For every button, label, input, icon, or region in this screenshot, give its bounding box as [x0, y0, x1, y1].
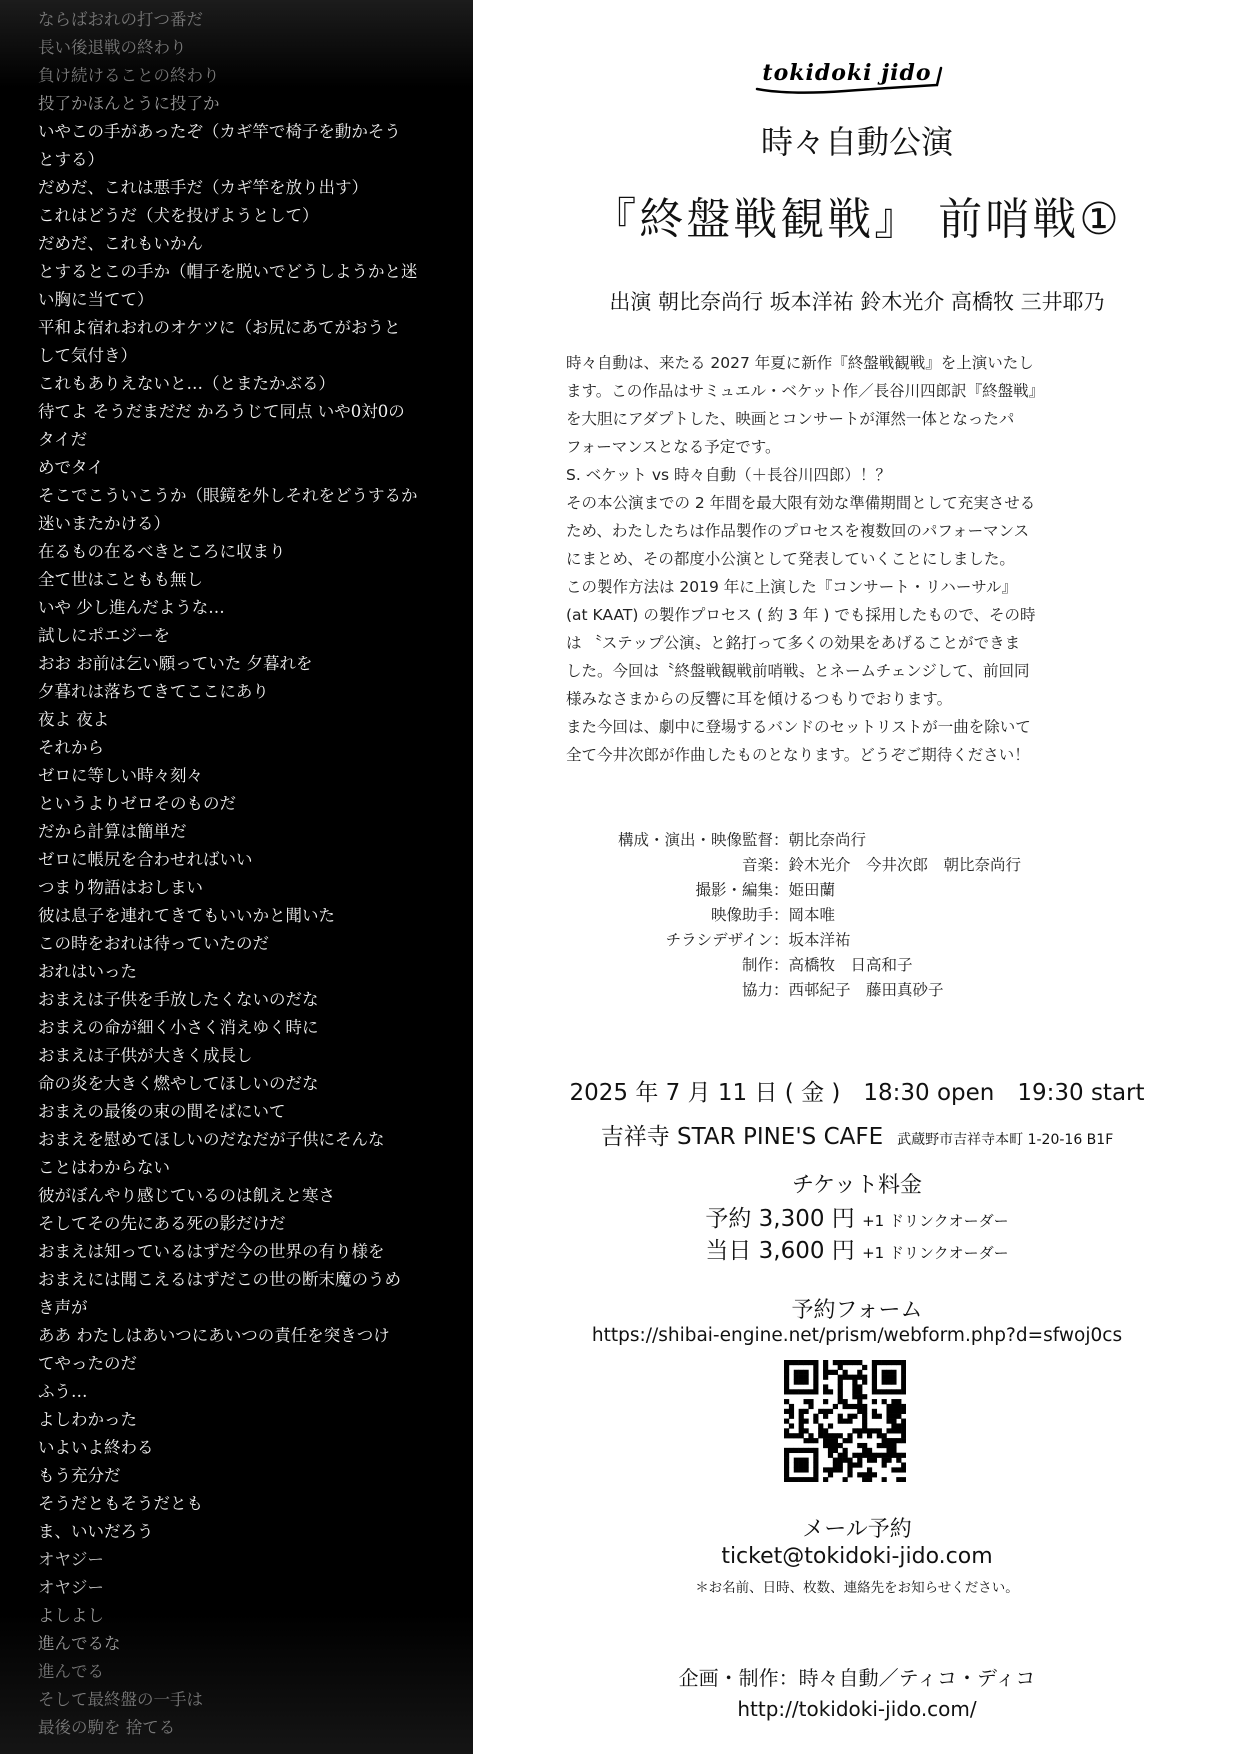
- poem-line: 彼は息子を連れてきてもいいかと聞いた: [38, 906, 335, 925]
- description-line: この製作方法は 2019 年に上演した『コンサート・リハーサル』: [566, 578, 1018, 596]
- poem-line: 進んでる: [38, 1662, 104, 1681]
- credit-line: [473, 878, 1241, 903]
- description-line: は 〝ステップ公演〟と銘打って多くの効果をあげることができま: [566, 634, 1021, 652]
- poem-line: そしてその先にある死の影だけだ: [38, 1214, 286, 1233]
- description-line: その本公演までの 2 年間を最大限有効な準備期間として充実させる: [566, 494, 1036, 512]
- description-line: S. ベケット vs 時々自動（＋長谷川四郎）！？: [566, 466, 892, 484]
- poem-line: これはどうだ（犬を投げようとして）: [38, 206, 319, 225]
- credit-text: 撮影・編集：姫田蘭: [695, 881, 835, 899]
- ticket-door-drink: +1 ドリンクオーダー: [862, 1244, 1009, 1262]
- ticket-door-price: 当日 3,600 円: [705, 1238, 855, 1264]
- poem-line: おまえは知っているはずだ今の世界の有り様を: [38, 1242, 385, 1261]
- poem-line: この時をおれは待っていたのだ: [38, 934, 269, 953]
- venue-address: 武蔵野市吉祥寺本町 1-20-16 B1F: [897, 1132, 1114, 1148]
- poem-line: だめだ、これもいかん: [38, 234, 203, 253]
- poem-panel: [0, 0, 473, 1754]
- description-line: フォーマンスとなる予定です。: [566, 438, 781, 456]
- form-url-link[interactable]: https://shibai-engine.net/prism/webform.php?d=sfwoj0cs: [591, 1325, 1123, 1346]
- poem-line: おまえの命が細く小さく消えゆく時に: [38, 1018, 319, 1037]
- description-line: (at KAAT) の製作プロセス ( 約 3 年 ) でも採用したもので、その時: [566, 606, 1036, 624]
- ticket-advance: [473, 1200, 1241, 1233]
- poem-line: これもありえないと…（とまたかぶる）: [38, 374, 335, 393]
- email-link[interactable]: ticket@tokidoki-jido.com: [721, 1544, 993, 1569]
- flyer-info-panel: [473, 0, 1241, 1754]
- poem-line: 待てよ そうだまだだ かろうじて同点 いや0対0の: [38, 402, 405, 421]
- poem-line: とするとこの手か（帽子を脱いでどうしようかと迷: [38, 262, 418, 281]
- poem-line: おれはいった: [38, 962, 137, 981]
- credit-line: [473, 903, 1241, 928]
- ticket-advance-price: 予約 3,300 円: [705, 1206, 855, 1232]
- poem-line: おお お前は乞い願っていた 夕暮れを: [38, 654, 313, 673]
- description-line: また今回は、劇中に登場するバンドのセットリストが一曲を除いて: [566, 718, 1031, 736]
- poem-line: いや 少し進んだような…: [38, 598, 225, 617]
- poem-line: 在るもの在るべきところに収まり: [38, 542, 286, 561]
- qr-code-icon[interactable]: [784, 1360, 906, 1482]
- poem-line: して気付き）: [38, 346, 137, 365]
- poem-line: てやったのだ: [38, 1354, 137, 1373]
- poem-line: おまえは子供を手放したくないのだな: [38, 990, 319, 1009]
- poem-line: いよいよ終わる: [38, 1438, 154, 1457]
- poem-line: もう充分だ: [38, 1466, 121, 1485]
- description-line: した。今回は〝終盤戦観戦前哨戦〟とネームチェンジして、前回同: [566, 662, 1030, 680]
- credit-line: [473, 928, 1241, 953]
- poem-line: 命の炎を大きく燃やしてほしいのだな: [38, 1074, 319, 1093]
- poem-line: とする）: [38, 150, 104, 169]
- poem-line: 全て世はこともも無し: [38, 570, 203, 589]
- poem-line: おまえは子供が大きく成長し: [38, 1046, 253, 1065]
- poem-line: そこでこういこうか（眼鏡を外しそれをどうするか: [38, 486, 418, 505]
- poem-line: それから: [38, 738, 104, 757]
- poem-line: 迷いまたかける）: [38, 514, 170, 533]
- credit-line: [473, 978, 1241, 1003]
- poem-text: [38, 6, 430, 1742]
- credit-text: 協力：西邨紀子 藤田真砂子: [741, 981, 944, 999]
- poem-line: ま、いいだろう: [38, 1522, 154, 1541]
- cast-list: 出演 朝比奈尚行 坂本洋祐 鈴木光介 高橋牧 三井耶乃: [609, 290, 1105, 314]
- poem-line: おまえの最後の束の間そばにいて: [38, 1102, 286, 1121]
- ticket-advance-drink: +1 ドリンクオーダー: [862, 1212, 1009, 1230]
- description: [566, 349, 1156, 769]
- credit-text: 構成・演出・映像監督：朝比奈尚行: [617, 831, 866, 849]
- poem-line: い胸に当てて）: [38, 290, 154, 309]
- form-heading: 予約フォーム: [791, 1298, 923, 1323]
- poem-line: というよりゼロそのものだ: [38, 794, 236, 813]
- logo-text: tokidoki jido: [762, 60, 932, 86]
- poem-line: おまえには聞こえるはずだこの世の断末魔のうめ: [38, 1270, 401, 1289]
- credit-line: [473, 853, 1241, 878]
- poem-line: そうだともそうだとも: [38, 1494, 203, 1513]
- credit-line: [473, 828, 1241, 853]
- website-link[interactable]: http://tokidoki-jido.com/: [737, 1697, 977, 1721]
- venue-row: [473, 1118, 1241, 1151]
- description-line: を大胆にアダプトした、映画とコンサートが渾然一体となったパ: [566, 410, 1015, 428]
- poem-line: ふう…: [38, 1382, 88, 1401]
- poem-line: タイだ: [38, 430, 88, 449]
- poem-line: だめだ、これは悪手だ（カギ竿を放り出す）: [38, 178, 368, 197]
- organizer-credit: 企画・制作：時々自動／ティコ・ディコ: [678, 1666, 1036, 1690]
- poem-line: そして最終盤の一手は: [38, 1690, 203, 1709]
- show-title: 『終盤戦観戦』 前哨戦①: [592, 194, 1122, 245]
- mail-note: ＊お名前、日時、枚数、連絡先をお知らせください。: [695, 1580, 1019, 1596]
- credit-text: 制作：高橋牧 日高和子: [741, 956, 913, 974]
- event-date: 2025 年 7 月 11 日 ( 金 ) 18:30 open 19:30 start: [569, 1080, 1145, 1106]
- ticket-heading: チケット料金: [791, 1173, 923, 1198]
- credit-text: 映像助手：岡本唯: [710, 906, 835, 924]
- description-line: 全て今井次郎が作曲したものとなります。どうぞご期待ください！: [566, 746, 1030, 764]
- poem-line: 彼がぼんやり感じているのは飢えと寒さ: [38, 1186, 335, 1205]
- poem-line: 平和よ宿れおれのオケツに（お尻にあてがおうと: [38, 318, 401, 337]
- company-subtitle: 時々自動公演: [760, 123, 953, 161]
- description-line: ため、わたしたちは作品製作のプロセスを複数回のパフォーマンス: [566, 522, 1030, 540]
- poem-line: 負け続けることの終わり: [38, 66, 220, 85]
- poem-line: 進んでるな: [38, 1634, 121, 1653]
- poem-line: いやこの手があったぞ（カギ竿で椅子を動かそう: [38, 122, 401, 141]
- credit-text: チラシデザイン：坂本洋祐: [665, 931, 851, 949]
- poem-line: よしよし: [38, 1606, 104, 1625]
- poem-line: よしわかった: [38, 1410, 137, 1429]
- poem-line: ことはわからない: [38, 1158, 170, 1177]
- mail-heading: メール予約: [802, 1517, 912, 1542]
- credits-list: [473, 828, 1241, 1003]
- poem-line: オヤジー: [38, 1578, 104, 1597]
- description-line: 様みなさまからの反響に耳を傾けるつもりでおります。: [566, 690, 953, 708]
- poem-line: だから計算は簡単だ: [38, 822, 187, 841]
- poem-line: めでタイ: [38, 458, 104, 477]
- poem-line: ならばおれの打つ番だ: [38, 10, 203, 29]
- description-line: 時々自動は、来たる 2027 年夏に新作『終盤戦観戦』を上演いたし: [566, 354, 1034, 372]
- description-line: にまとめ、その都度小公演として発表していくことにしました。: [566, 550, 1015, 568]
- company-logo: [749, 58, 945, 100]
- credit-line: [473, 953, 1241, 978]
- credit-text: 音楽：鈴木光介 今井次郎 朝比奈尚行: [741, 856, 1021, 874]
- poem-line: 試しにポエジーを: [38, 626, 170, 645]
- poem-line: ゼロに帳尻を合わせればいい: [38, 850, 253, 869]
- description-line: ます。この作品はサミュエル・ベケット作／長谷川四郎訳『終盤戦』: [566, 382, 1045, 400]
- venue-name: 吉祥寺 STAR PINE'S CAFE: [600, 1124, 884, 1150]
- poem-line: おまえを慰めてほしいのだなだが子供にそんな: [38, 1130, 385, 1149]
- poem-line: ああ わたしはあいつにあいつの責任を突きつけ: [38, 1326, 390, 1345]
- poem-line: 長い後退戦の終わり: [38, 38, 187, 57]
- poem-line: 最後の駒を 捨てる: [38, 1718, 176, 1737]
- poem-line: 投了かほんとうに投了か: [38, 94, 220, 113]
- poem-line: オヤジー: [38, 1550, 104, 1569]
- poem-line: つまり物語はおしまい: [38, 878, 203, 897]
- poem-line: 夜よ 夜よ: [38, 710, 110, 729]
- poem-line: き声が: [38, 1298, 88, 1317]
- ticket-door: [473, 1232, 1241, 1265]
- poem-line: ゼロに等しい時々刻々: [38, 766, 203, 785]
- poem-line: 夕暮れは落ちてきてここにあり: [38, 682, 269, 701]
